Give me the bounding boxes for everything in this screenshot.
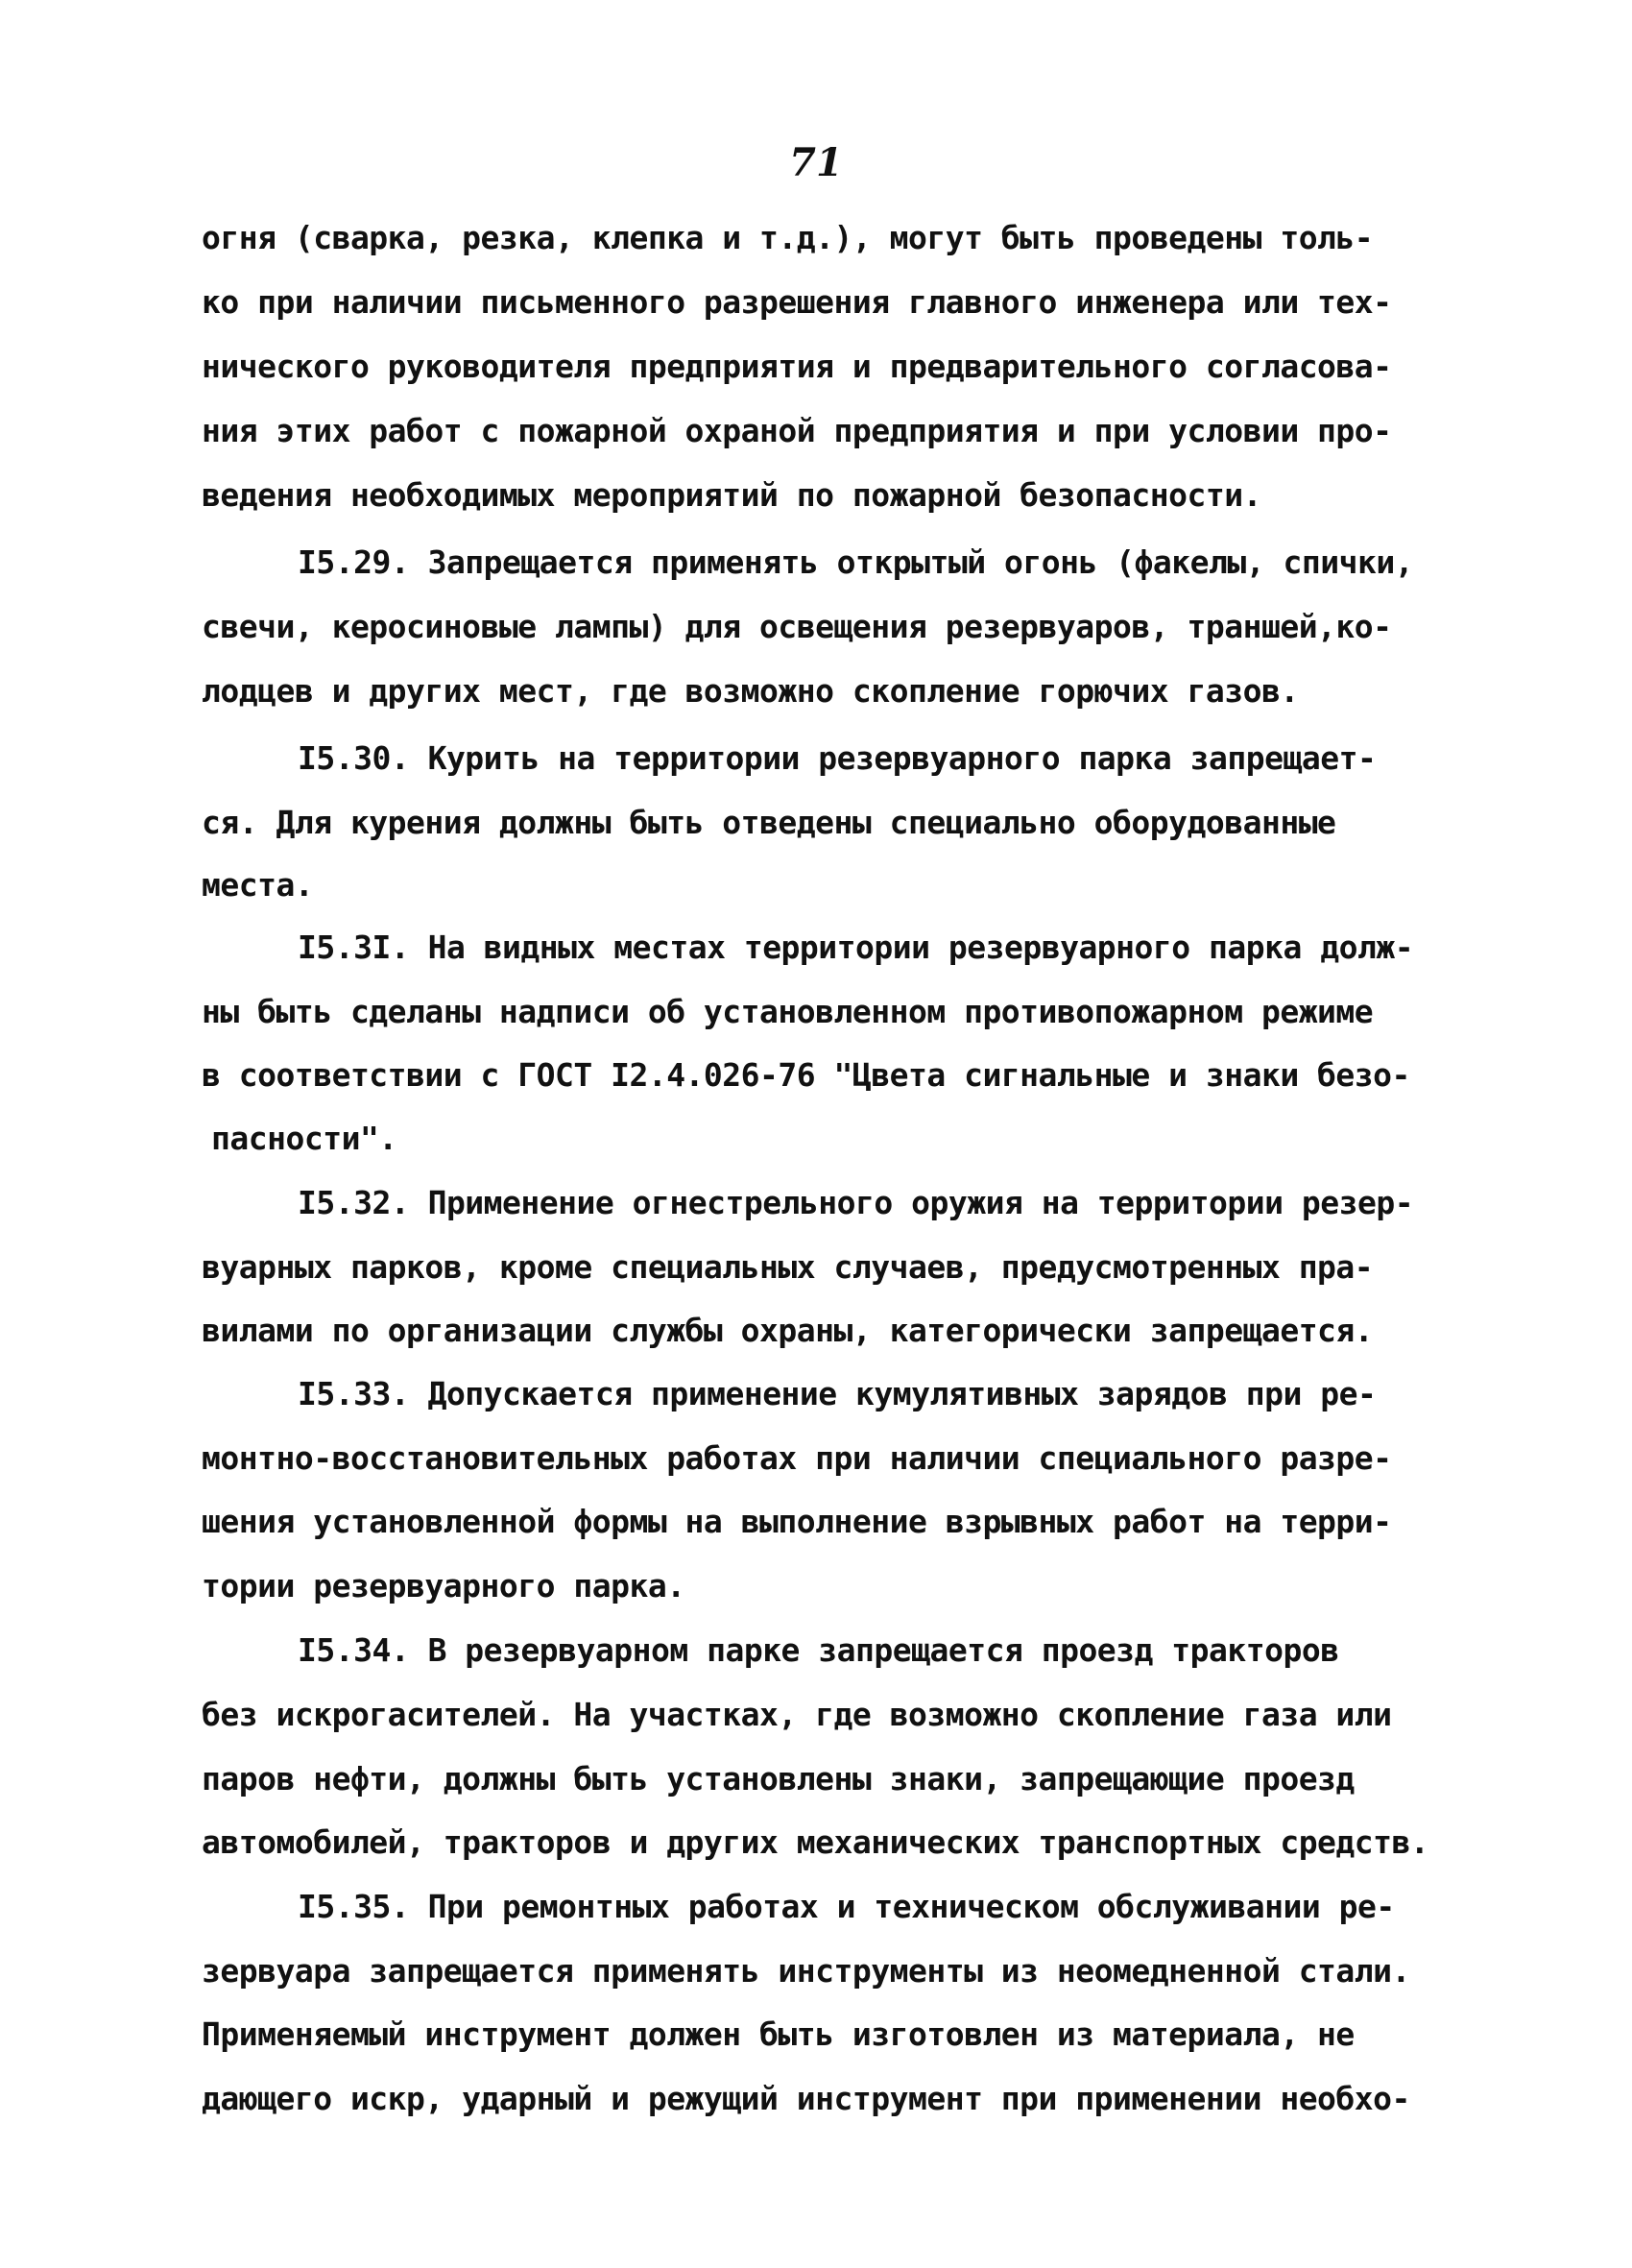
text-line: свечи, керосиновые лампы) для освещения резервуаров, траншей,ко- [202, 608, 1392, 645]
text-line: автомобилей, тракторов и других механических транспортных средств. [202, 1823, 1429, 1861]
text-line: ведения необходимых мероприятий по пожарной безопасности. [202, 476, 1261, 514]
text-line: тории резервуарного парка. [202, 1567, 685, 1604]
text-line: ния этих работ с пожарной охраной предприятия и при условии про- [202, 412, 1392, 449]
paragraph-start-line: I5.32. Применение огнестрельного оружия на территории резер- [298, 1184, 1414, 1221]
text-line: пасности". [211, 1120, 397, 1157]
text-line: монтно-восстановительных работах при наличии специального разре- [202, 1439, 1392, 1477]
text-line: места. [202, 866, 314, 904]
text-line: вилами по организации службы охраны, категорически запрещается. [202, 1312, 1374, 1349]
page-number: 71 [789, 140, 843, 185]
text-line: Применяемый инструмент должен быть изготовлен из материала, не [202, 2015, 1355, 2053]
paragraph-start-line: I5.30. Курить на территории резервуарного парка запрещает- [298, 739, 1377, 777]
text-line: шения установленной формы на выполнение взрывных работ на терри- [202, 1503, 1392, 1540]
text-line: огня (сварка, резка, клепка и т.д.), могут быть проведены толь- [202, 219, 1374, 256]
text-line: паров нефти, должны быть установлены знаки, запрещающие проезд [202, 1760, 1355, 1798]
paragraph-start-line: I5.35. При ремонтных работах и техническом обслуживании ре- [298, 1888, 1395, 1925]
paragraph-start-line: I5.34. В резервуарном парке запрещается проезд тракторов [298, 1631, 1339, 1669]
text-line: лодцев и других мест, где возможно скопление горючих газов. [202, 672, 1299, 710]
text-line: вуарных парков, кроме специальных случаев, предусмотренных пра- [202, 1248, 1374, 1286]
paragraph-start-line: I5.29. Запрещается применять открытый огонь (факелы, спички, [298, 543, 1414, 581]
paragraph-start-line: I5.33. Допускается применение кумулятивных зарядов при ре- [298, 1375, 1377, 1412]
paragraph-start-line: I5.3I. На видных местах территории резервуарного парка долж- [298, 929, 1414, 966]
text-line: в соответствии с ГОСТ I2.4.026-76 "Цвета сигнальные и знаки безо- [202, 1056, 1410, 1094]
text-line: ко при наличии письменного разрешения главного инженера или тех- [202, 283, 1392, 321]
text-line: зервуара запрещается применять инструменты из неомедненной стали. [202, 1952, 1410, 1990]
text-line: нического руководителя предприятия и предварительного согласова- [202, 348, 1392, 385]
text-line: без искрогасителей. На участках, где возможно скопление газа или [202, 1696, 1392, 1733]
text-line: ны быть сделаны надписи об установленном противопожарном режиме [202, 993, 1374, 1030]
text-line: дающего искр, ударный и режущий инструмент при применении необхо- [202, 2080, 1410, 2117]
text-line: ся. Для курения должны быть отведены специально оборудованные [202, 804, 1336, 841]
